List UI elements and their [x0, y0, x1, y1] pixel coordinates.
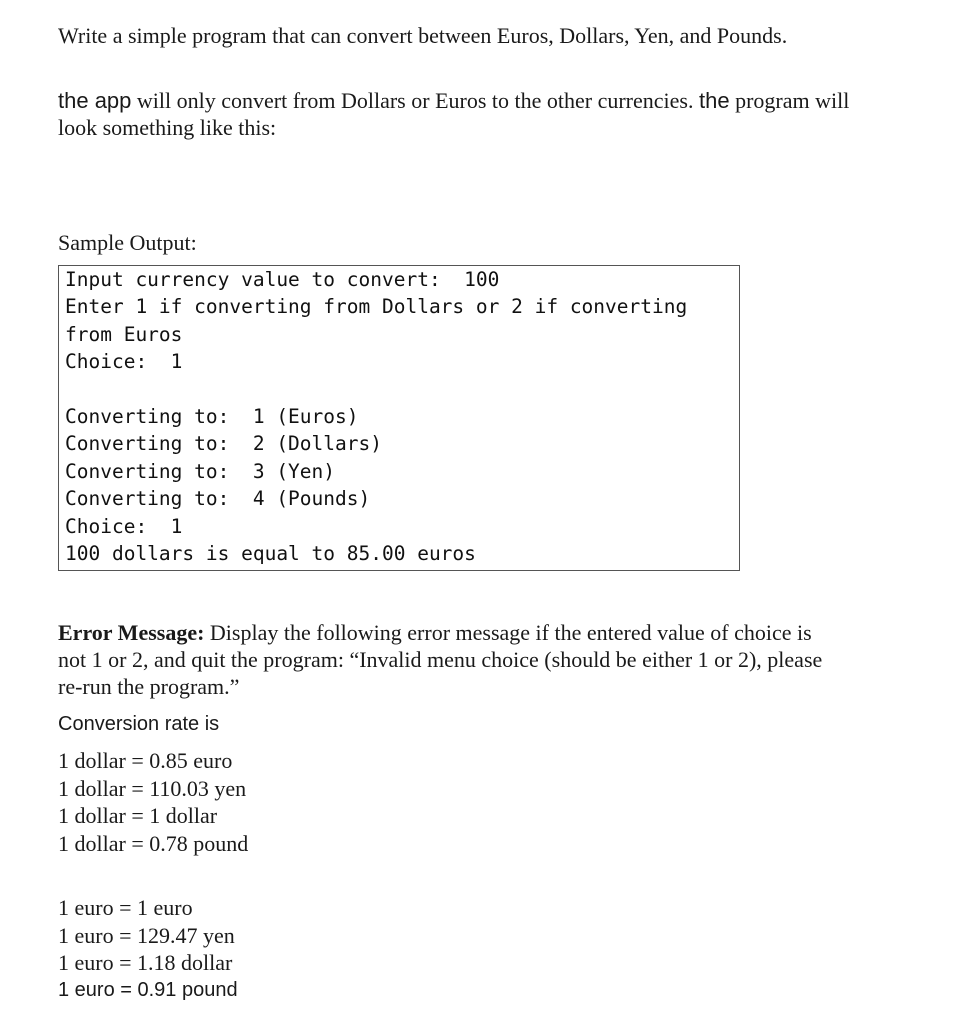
sample-output-line: Choice: 1 [65, 350, 183, 374]
euro-rate-row: 1 euro = 1.18 dollar [58, 950, 233, 975]
euro-rate-row: 1 euro = 0.91 pound [58, 979, 238, 1001]
dollar-rate-row: 1 dollar = 0.85 euro [58, 748, 233, 773]
sample-output-line: Converting to: 2 (Dollars) [65, 432, 382, 456]
the-program-text: the [698, 88, 730, 113]
description-part-1: will only convert from Dollars or Euros to the other currencies. [131, 88, 699, 113]
sample-output-line: Input currency value to convert: 100 [65, 268, 500, 291]
euro-rate-row: 1 euro = 129.47 yen [58, 923, 235, 948]
sample-output-line: Converting to: 1 (Euros) [65, 405, 359, 428]
error-message-line-3: re-run the program.” [58, 674, 240, 699]
error-message-text: Display the following error message if the entered value of choice is [204, 620, 812, 645]
sample-output-line: Enter 1 if converting from Dollars or 2 if converting [65, 295, 688, 319]
euro-rate-row: 1 euro = 1 euro [58, 895, 193, 920]
dollar-rate-row: 1 dollar = 1 dollar [58, 803, 218, 828]
sample-output-line: Converting to: 4 (Pounds) [65, 487, 371, 511]
conversion-rate-heading: Conversion rate is [58, 713, 220, 735]
sample-output-line: Choice: 1 [65, 514, 183, 538]
error-message-line-1 [58, 619, 812, 646]
description-line-2: look something like this: [58, 115, 277, 140]
sample-output-heading: Sample Output: [58, 230, 197, 255]
dollar-rate-row: 1 dollar = 110.03 yen [58, 776, 247, 801]
sample-output-line: 100 dollars is equal to 85.00 euros [65, 542, 476, 565]
sample-output-line: Converting to: 3 (Yen) [65, 459, 336, 483]
sample-output-line: from Euros [65, 322, 183, 346]
error-message-line-2: not 1 or 2, and quit the program: “Invalid menu choice (should be either 1 or 2), please [58, 647, 823, 672]
error-message-label: Error Message: [58, 620, 205, 645]
description-line-1 [58, 87, 849, 114]
intro-text: Write a simple program that can convert between Euros, Dollars, Yen, and Pounds. [58, 23, 788, 48]
description-part-2: program will [729, 88, 850, 113]
dollar-rate-row: 1 dollar = 0.78 pound [58, 831, 249, 856]
the-app-text: the app [58, 88, 132, 113]
